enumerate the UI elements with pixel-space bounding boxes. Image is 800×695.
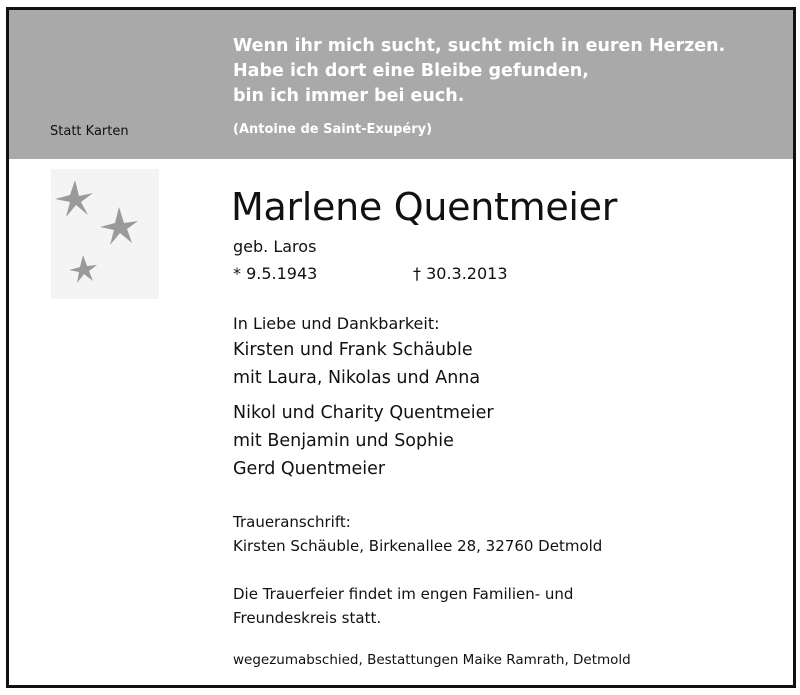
deceased-name: Marlene Quentmeier (231, 185, 618, 229)
quote-attribution: (Antoine de Saint-Exupéry) (233, 122, 433, 137)
mourners-intro: In Liebe und Dankbarkeit: (233, 314, 440, 333)
funeral-home-credit: wegezumabschied, Bestattungen Maike Ramrath, Detmold (233, 652, 631, 668)
address-value: Kirsten Schäuble, Birkenallee 28, 32760 Detmold (233, 537, 603, 555)
statt-karten-label: Statt Karten (50, 124, 129, 139)
mourner-line: Nikol und Charity Quentmeier (233, 403, 494, 423)
quote-line: Wenn ihr mich sucht, sucht mich in euren Herzen. (233, 36, 726, 56)
obituary-card (6, 7, 796, 688)
quote-text (233, 34, 725, 109)
death-date: † 30.3.2013 (413, 264, 508, 283)
notice-line: Freundeskreis statt. (233, 609, 382, 627)
mourner-line: mit Laura, Nikolas und Anna (233, 368, 481, 388)
birth-date: * 9.5.1943 (233, 264, 318, 283)
quote-line: bin ich immer bei euch. (233, 86, 465, 106)
mourner-line: Kirsten und Frank Schäuble (233, 340, 473, 360)
mourner-line: Gerd Quentmeier (233, 459, 386, 479)
star-icon (100, 207, 138, 245)
quote-line: Habe ich dort eine Bleibe gefunden, (233, 61, 589, 81)
star-icon (55, 180, 93, 217)
address-label: Traueranschrift: (233, 513, 351, 531)
birth-name: geb. Laros (233, 237, 317, 256)
star-icon (69, 255, 97, 283)
quote-banner (9, 10, 793, 159)
mourner-line: mit Benjamin und Sophie (233, 431, 454, 451)
notice-line: Die Trauerfeier findet im engen Familien- und (233, 585, 574, 603)
stars-decoration (51, 169, 159, 299)
